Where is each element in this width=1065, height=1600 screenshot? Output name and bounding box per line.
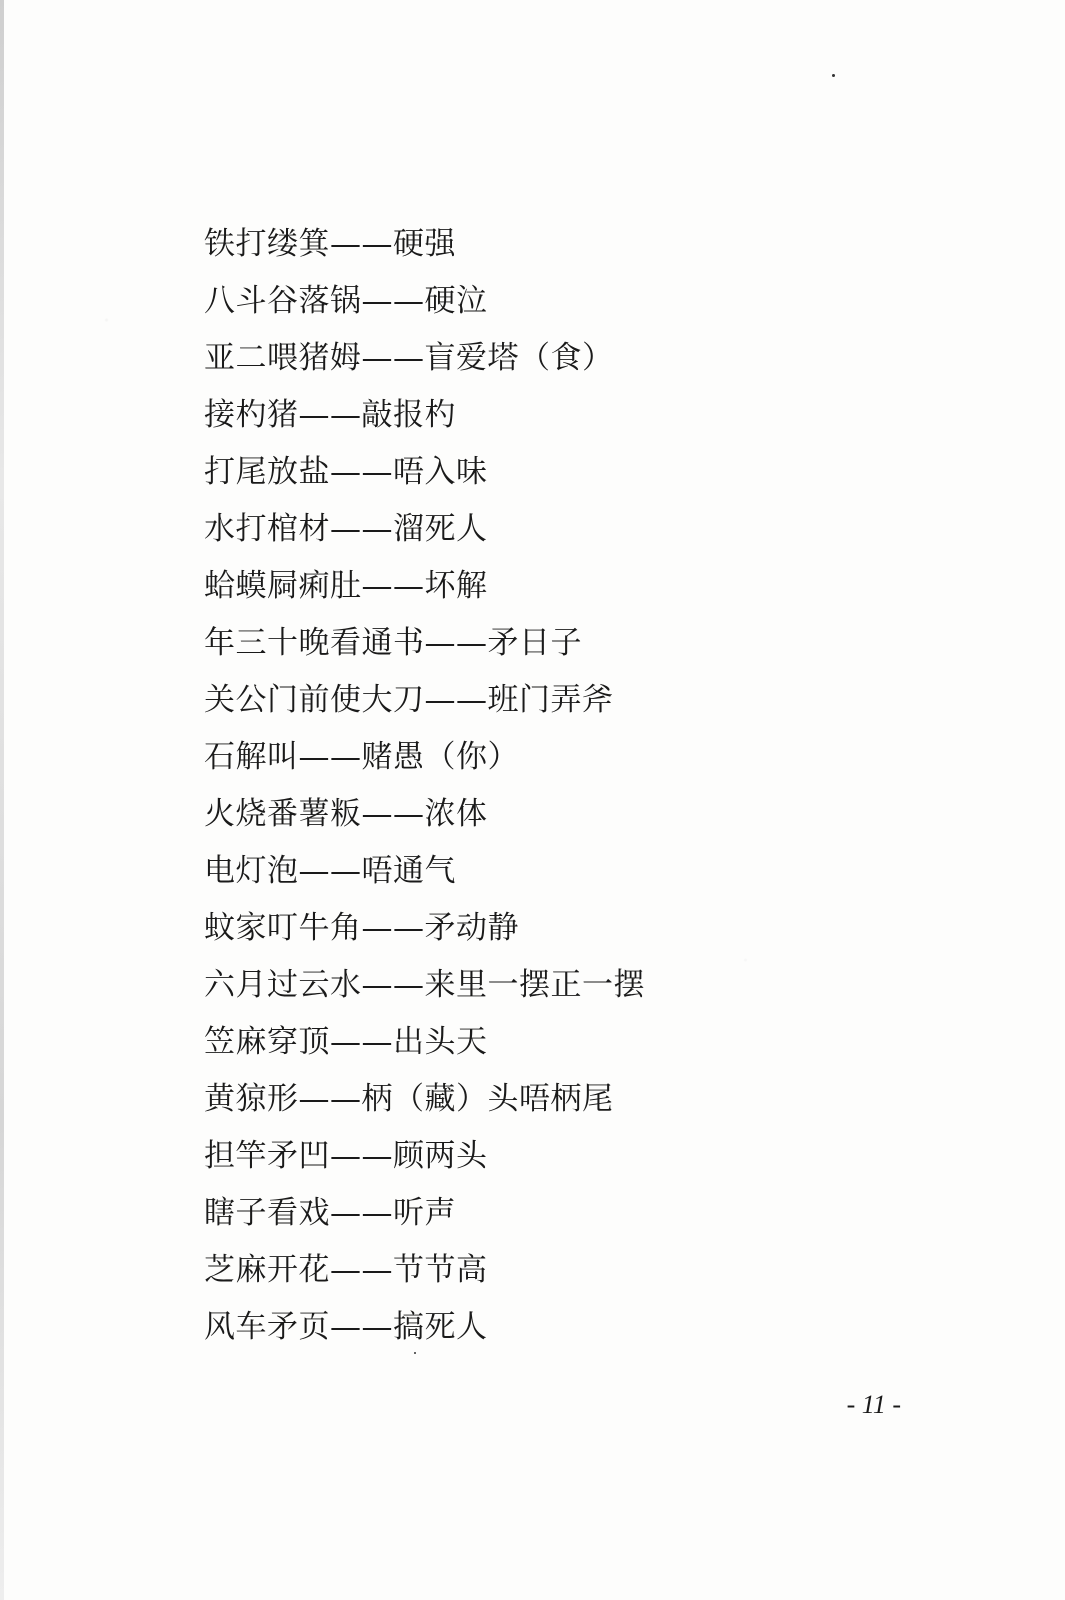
proverb-line: 打尾放盐——唔入味	[204, 454, 488, 490]
proverb-line: 六月过云水——来里一摆正一摆	[204, 967, 645, 1003]
proverb-line: 亚二喂猪姆——盲爱塔（食）	[204, 340, 614, 376]
proverb-line: 黄猄形——柄（藏）头唔柄尾	[204, 1081, 614, 1117]
proverb-line: 瞎子看戏——听声	[204, 1195, 456, 1231]
proverb-line: 蚊家叮牛角——矛动静	[204, 910, 519, 946]
proverb-line: 笠麻穿顶——出头天	[204, 1024, 488, 1060]
proverb-line: 担竿矛凹——顾两头	[204, 1138, 488, 1174]
proverb-line: 蛤蟆屙痢肚——坏解	[204, 568, 488, 604]
scan-speck	[832, 74, 835, 77]
proverb-line: 芝麻开花——节节高	[204, 1252, 488, 1288]
proverb-list	[204, 218, 645, 1358]
proverb-line: 火烧番薯粄——浓体	[204, 796, 488, 832]
proverb-line: 石解叫——赌愚（你）	[204, 739, 519, 775]
proverb-line: 水打棺材——溜死人	[204, 511, 488, 547]
proverb-line: 关公门前使大刀——班门弄斧	[204, 682, 614, 718]
proverb-line: 八斗谷落锅——硬泣	[204, 283, 488, 319]
page-number: - 11 -	[846, 1390, 901, 1419]
proverb-line: 年三十晚看通书——矛日子	[204, 625, 582, 661]
proverb-line: 电灯泡——唔通气	[204, 853, 456, 889]
proverb-line: 铁打缕箕——硬强	[204, 226, 456, 262]
scan-left-edge	[0, 0, 4, 1600]
proverb-line: 风车矛页——搞死人	[204, 1309, 488, 1345]
proverb-line: 接杓猪——敲报杓	[204, 397, 456, 433]
